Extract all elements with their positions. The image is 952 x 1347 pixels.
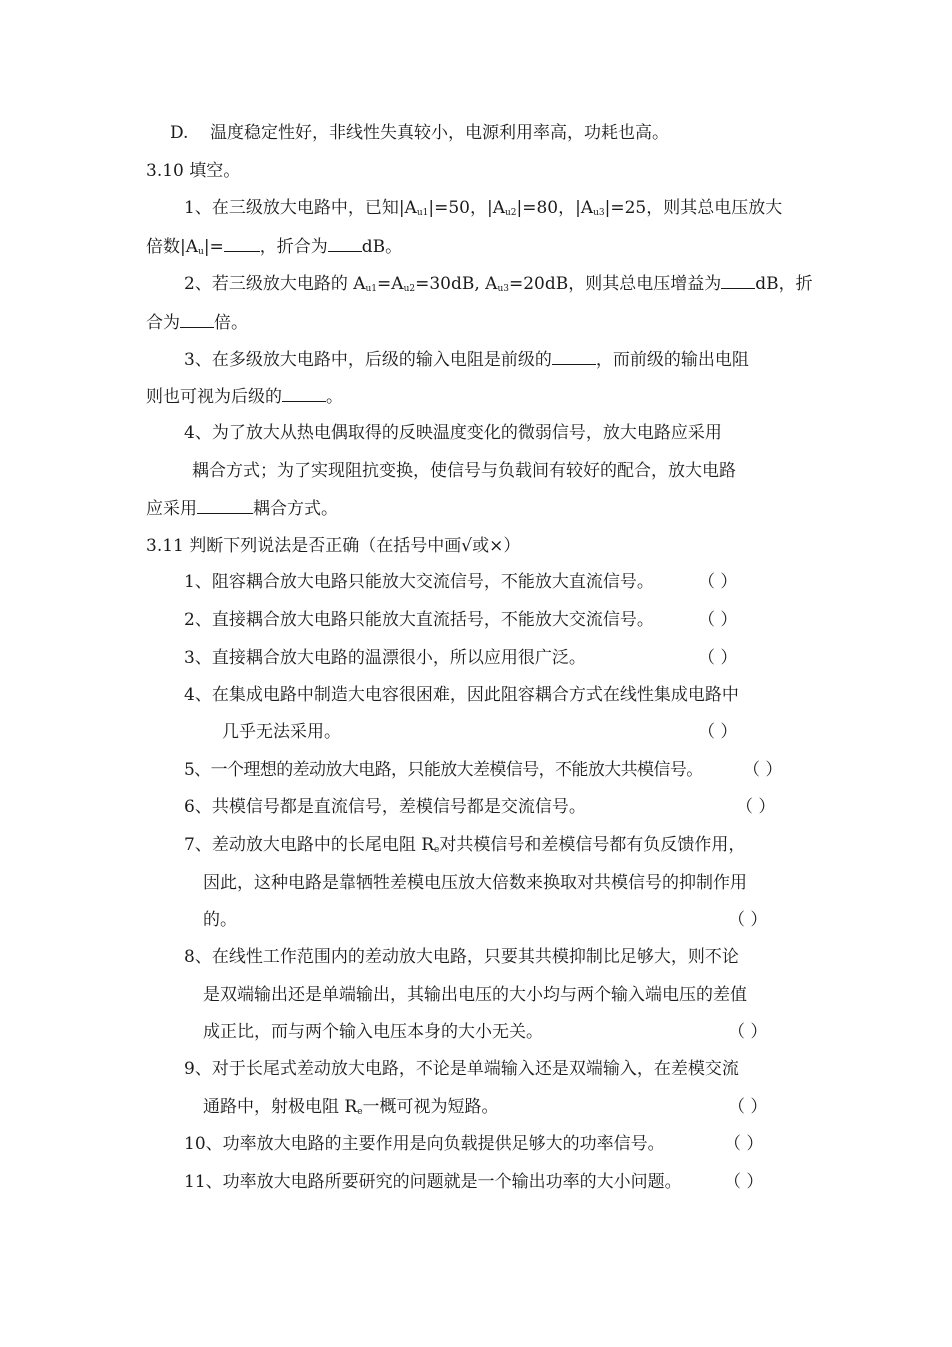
judge-item-7-line1: 7、差动放大电路中的长尾电阻 $R_e$对共模信号和差模信号都有负反馈作用，	[184, 835, 746, 855]
section-title-311: 3.11 判断下列说法是否正确（在括号中画√或×）	[146, 536, 521, 556]
fill-q2-line2: 合为 倍。	[146, 313, 248, 333]
answer-blank[interactable]	[224, 235, 260, 252]
answer-blank[interactable]	[721, 272, 755, 289]
option-text: 温度稳定性好，非线性失真较小，电源利用率高，功耗也高。	[210, 123, 670, 143]
judge-item-8-line1: 8、在线性工作范围内的差动放大电路，只要其共模抑制比足够大，则不论	[184, 947, 739, 967]
answer-parentheses[interactable]: （ ）	[728, 1022, 768, 1042]
answer-parentheses[interactable]: （ ）	[743, 760, 783, 780]
option-d	[170, 122, 669, 144]
judge-item-8-line3: 成正比，而与两个输入电压本身的大小无关。	[203, 1022, 543, 1042]
fill-q1-line2: 倍数$|A_u|=$ ，折合为 dB。	[146, 237, 403, 257]
fill-q1-line1: 1、在三级放大电路中，已知$|A_{u1}|=50$，$|A_{u2}|=80$，$|A_{u3}|=25$，则其总电压放大	[184, 198, 783, 218]
answer-parentheses[interactable]: （ ）	[724, 1134, 764, 1154]
judge-item-11: 11、功率放大电路所要研究的问题就是一个输出功率的大小问题。	[184, 1172, 682, 1192]
answer-blank[interactable]	[552, 348, 596, 365]
answer-blank[interactable]	[197, 497, 253, 514]
fill-q4-line3: 应采用 耦合方式。	[146, 499, 338, 519]
answer-parentheses[interactable]: （ ）	[698, 648, 738, 668]
judge-item-6: 6、共模信号都是直流信号，差模信号都是交流信号。	[184, 797, 586, 817]
judge-item-7-line2: 因此，这种电路是靠牺牲差模电压放大倍数来换取对共模信号的抑制作用	[203, 873, 747, 893]
answer-blank[interactable]	[180, 311, 214, 328]
fill-q2-line1: 2、若三级放大电路的 $A_{u1}=A_{u2}=30dB$, $A_{u3}=20dB$，则其总电压增益为 dB，折	[184, 274, 813, 294]
fill-q3-line2: 则也可视为后级的 。	[146, 387, 343, 407]
judge-item-7-line3: 的。	[203, 910, 237, 930]
answer-parentheses[interactable]: （ ）	[728, 1097, 768, 1117]
section-title-310: 3.10 填空。	[146, 161, 241, 181]
judge-item-4-line2: 几乎无法采用。	[222, 722, 341, 742]
judge-item-2: 2、直接耦合放大电路只能放大直流括号，不能放大交流信号。	[184, 610, 654, 630]
option-letter: D.	[170, 123, 189, 143]
fill-q4-line1: 4、为了放大从热电偶取得的反映温度变化的微弱信号，放大电路应采用	[184, 423, 722, 443]
judge-item-8-line2: 是双端输出还是单端输出，其输出电压的大小均与两个输入端电压的差值	[203, 985, 747, 1005]
answer-parentheses[interactable]: （ ）	[698, 722, 738, 742]
answer-parentheses[interactable]: （ ）	[728, 910, 768, 930]
judge-item-10: 10、功率放大电路的主要作用是向负载提供足够大的功率信号。	[184, 1134, 665, 1154]
fill-q3-line1: 3、在多级放大电路中，后级的输入电阻是前级的 ，而前级的输出电阻	[184, 350, 749, 370]
answer-parentheses[interactable]: （ ）	[698, 610, 738, 630]
answer-parentheses[interactable]: （ ）	[736, 797, 776, 817]
fill-q4-line2: 耦合方式；为了实现阻抗变换，使信号与负载间有较好的配合，放大电路	[192, 461, 736, 481]
answer-parentheses[interactable]: （ ）	[724, 1172, 764, 1192]
judge-item-1: 1、阻容耦合放大电路只能放大交流信号，不能放大直流信号。	[184, 572, 654, 592]
answer-blank[interactable]	[328, 235, 362, 252]
judge-item-9-line1: 9、对于长尾式差动放大电路，不论是单端输入还是双端输入，在差模交流	[184, 1059, 739, 1079]
answer-parentheses[interactable]: （ ）	[698, 572, 738, 592]
answer-blank[interactable]	[282, 385, 326, 402]
judge-item-3: 3、直接耦合放大电路的温漂很小，所以应用很广泛。	[184, 648, 586, 668]
judge-item-9-line2: 通路中，射极电阻 $R_e$一概可视为短路。	[203, 1097, 499, 1117]
judge-item-5: 5、一个理想的差动放大电路，只能放大差模信号，不能放大共模信号。	[184, 760, 703, 780]
judge-item-4-line1: 4、在集成电路中制造大电容很困难，因此阻容耦合方式在线性集成电路中	[184, 685, 739, 705]
